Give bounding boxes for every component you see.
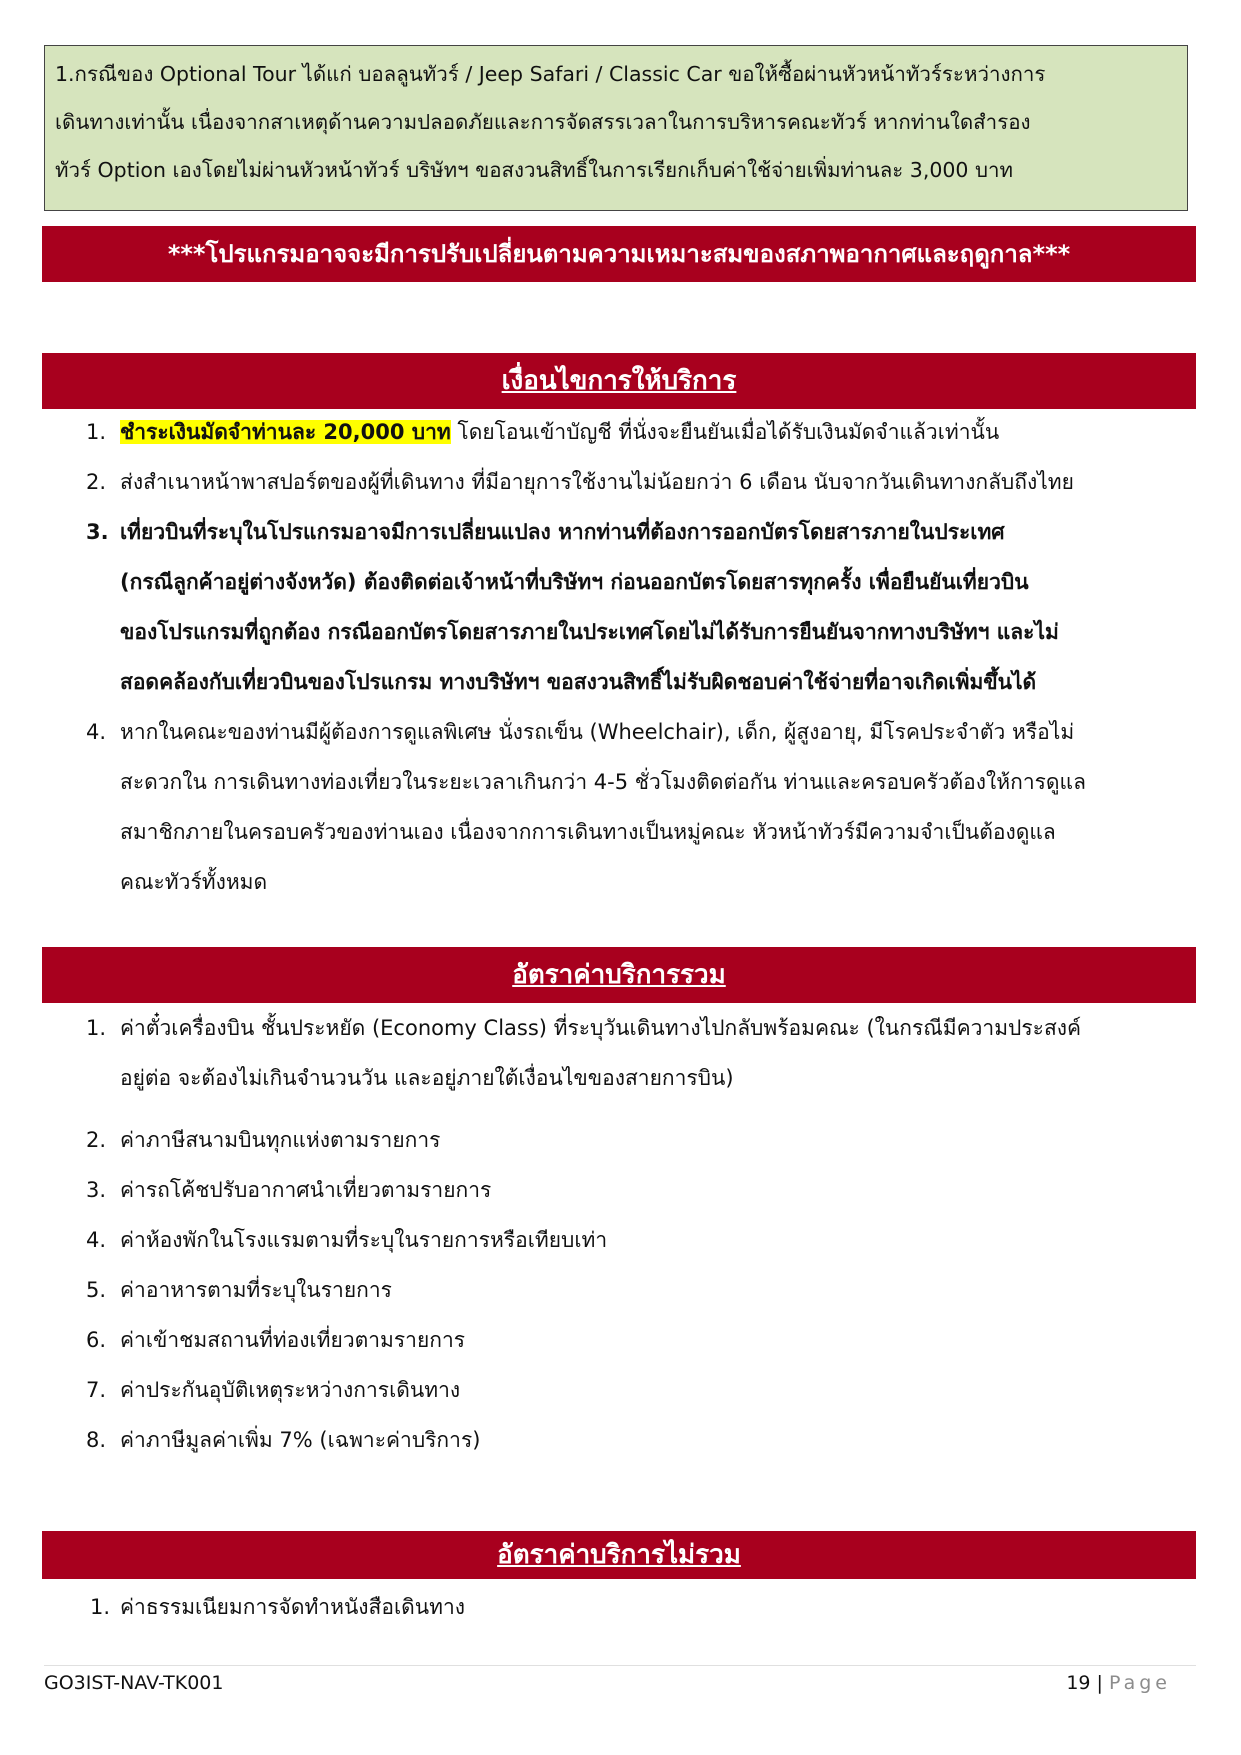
item-text: ค่าธรรมเนียมการจัดทำหนังสือเดินทาง [120, 1595, 466, 1619]
item-number: 6. [86, 1328, 107, 1352]
list-item [70, 707, 1200, 907]
item-number: 5. [86, 1278, 107, 1302]
item-text: ค่ารถโค้ชปรับอากาศนำเที่ยวตามรายการ [120, 1178, 492, 1202]
list-item [60, 1582, 1190, 1632]
item-text: ส่งสำเนาหน้าพาสปอร์ตของผู้ที่เดินทาง ที่มีอายุการใช้งานไม่น้อยกว่า 6 เดือน นับจากวันเดินทางกลับถึงไทย [120, 470, 1074, 494]
item-text: ค่าประกันอุบัติเหตุระหว่างการเดินทาง [120, 1378, 461, 1402]
item-line: ค่าตั๋วเครื่องบิน ชั้นประหยัด (Economy Class) ที่ระบุวันเดินทางไปกลับพร้อมคณะ (ในกรณีมีความประสงค์ [120, 1016, 1082, 1040]
list-item [70, 457, 1200, 507]
included-heading-text: อัตราค่าบริการรวม [512, 960, 726, 990]
page-number: 19 [1066, 1672, 1091, 1694]
item-line: เที่ยวบินที่ระบุในโปรแกรมอาจมีการเปลี่ยนแปลง หากท่านที่ต้องการออกบัตรโดยสารภายในประเทศ [120, 520, 1005, 544]
list-item [70, 507, 1200, 707]
conditions-heading [42, 353, 1196, 409]
optional-tour-notice [44, 45, 1188, 211]
notice-line: 1.กรณีของ Optional Tour ได้แก่ บอลลูนทัวร์ / Jeep Safari / Classic Car ขอให้ซื้อผ่านหัวหน้าทัวร์ระหว่างการ [55, 62, 1046, 86]
item-line: คณะทัวร์ทั้งหมด [120, 870, 268, 894]
item-line: สะดวกใน การเดินทางท่องเที่ยวในระยะเวลาเกินกว่า 4-5 ชั่วโมงติดต่อกัน ท่านและครอบครัวต้องให้การดูแล [120, 770, 1086, 794]
list-item [70, 1003, 1200, 1103]
weather-banner-text: ***โปรแกรมอาจจะมีการปรับเปลี่ยนตามความเหมาะสมของสภาพอากาศและฤดูกาล*** [167, 240, 1071, 268]
excluded-heading [42, 1531, 1196, 1579]
page-word: Page [1109, 1672, 1171, 1694]
item-number: 4. [86, 720, 107, 744]
conditions-list [70, 407, 1200, 907]
list-item [70, 1415, 1200, 1465]
item-line: หากในคณะของท่านมีผู้ต้องการดูแลพิเศษ นั่งรถเข็น (Wheelchair), เด็ก, ผู้สูงอายุ, มีโรคประจำตัว หรือไม่ [120, 720, 1075, 744]
item-line: ของโปรแกรมที่ถูกต้อง กรณีออกบัตรโดยสารภายในประเทศโดยไม่ได้รับการยืนยันจากทางบริษัทฯ และไม่ [120, 620, 1059, 644]
list-item [70, 1265, 1200, 1315]
item-line: (กรณีลูกค้าอยู่ต่างจังหวัด) ต้องติดต่อเจ้าหน้าที่บริษัทฯ ก่อนออกบัตรโดยสารทุกครั้ง เพื่อยืนยันเที่ยวบิน [120, 570, 1029, 594]
item-line: สอดคล้องกับเที่ยวบินของโปรแกรม ทางบริษัทฯ ขอสงวนสิทธิ์ไม่รับผิดชอบค่าใช้จ่ายที่อาจเกิดเพิ่มขึ้นได้ [120, 670, 1037, 694]
item-text: ค่าอาหารตามที่ระบุในรายการ [120, 1278, 392, 1302]
list-item [70, 1365, 1200, 1415]
item-number: 8. [86, 1428, 107, 1452]
deposit-highlight: ชำระเงินมัดจำท่านละ 20,000 บาท [120, 420, 451, 444]
item-number: 4. [86, 1228, 107, 1252]
excluded-list [60, 1582, 1190, 1632]
item-number: 1. [86, 420, 107, 444]
notice-line: เดินทางเท่านั้น เนื่องจากสาเหตุด้านความปลอดภัยและการจัดสรรเวลาในการบริหารคณะทัวร์ หากท่านใดสำรอง [55, 110, 1031, 134]
excluded-heading-text: อัตราค่าบริการไม่รวม [497, 1540, 741, 1570]
item-text: ค่าภาษีสนามบินทุกแห่งตามรายการ [120, 1128, 441, 1152]
item-text: ค่าเข้าชมสถานที่ท่องเที่ยวตามรายการ [120, 1328, 466, 1352]
item-number: 2. [86, 470, 107, 494]
item-number: 2. [86, 1128, 107, 1152]
footer-page-info [1066, 1672, 1171, 1694]
list-item [70, 1165, 1200, 1215]
item-number: 3. [86, 520, 109, 544]
included-list [70, 1003, 1200, 1465]
item-text: โดยโอนเข้าบัญชี ที่นั่งจะยืนยันเมื่อได้รับเงินมัดจำแล้วเท่านั้น [450, 420, 1000, 444]
item-text: ค่าภาษีมูลค่าเพิ่ม 7% (เฉพาะค่าบริการ) [120, 1428, 481, 1452]
item-line: อยู่ต่อ จะต้องไม่เกินจำนวนวัน และอยู่ภายใต้เงื่อนไขของสายการบิน) [120, 1066, 734, 1090]
page-separator: | [1096, 1672, 1103, 1694]
weather-banner [42, 226, 1196, 282]
list-item [70, 407, 1200, 457]
notice-line: ทัวร์ Option เองโดยไม่ผ่านหัวหน้าทัวร์ บริษัทฯ ขอสงวนสิทธิ์ในการเรียกเก็บค่าใช้จ่ายเพิ่มท่านละ 3,000 บาท [55, 158, 1014, 182]
included-heading [42, 947, 1196, 1003]
item-text: ค่าห้องพักในโรงแรมตามที่ระบุในรายการหรือเทียบเท่า [120, 1228, 608, 1252]
footer-doc-code: GO3IST-NAV-TK001 [44, 1672, 224, 1694]
footer-divider [44, 1665, 1196, 1666]
item-number: 1. [86, 1016, 107, 1040]
item-line: สมาชิกภายในครอบครัวของท่านเอง เนื่องจากการเดินทางเป็นหมู่คณะ หัวหน้าทัวร์มีความจำเป็นต้องดูแล [120, 820, 1056, 844]
list-item [70, 1115, 1200, 1165]
item-number: 1. [90, 1595, 111, 1619]
item-number: 7. [86, 1378, 107, 1402]
conditions-heading-text: เงื่อนไขการให้บริการ [501, 366, 737, 396]
list-item [70, 1315, 1200, 1365]
list-item [70, 1215, 1200, 1265]
item-number: 3. [86, 1178, 107, 1202]
